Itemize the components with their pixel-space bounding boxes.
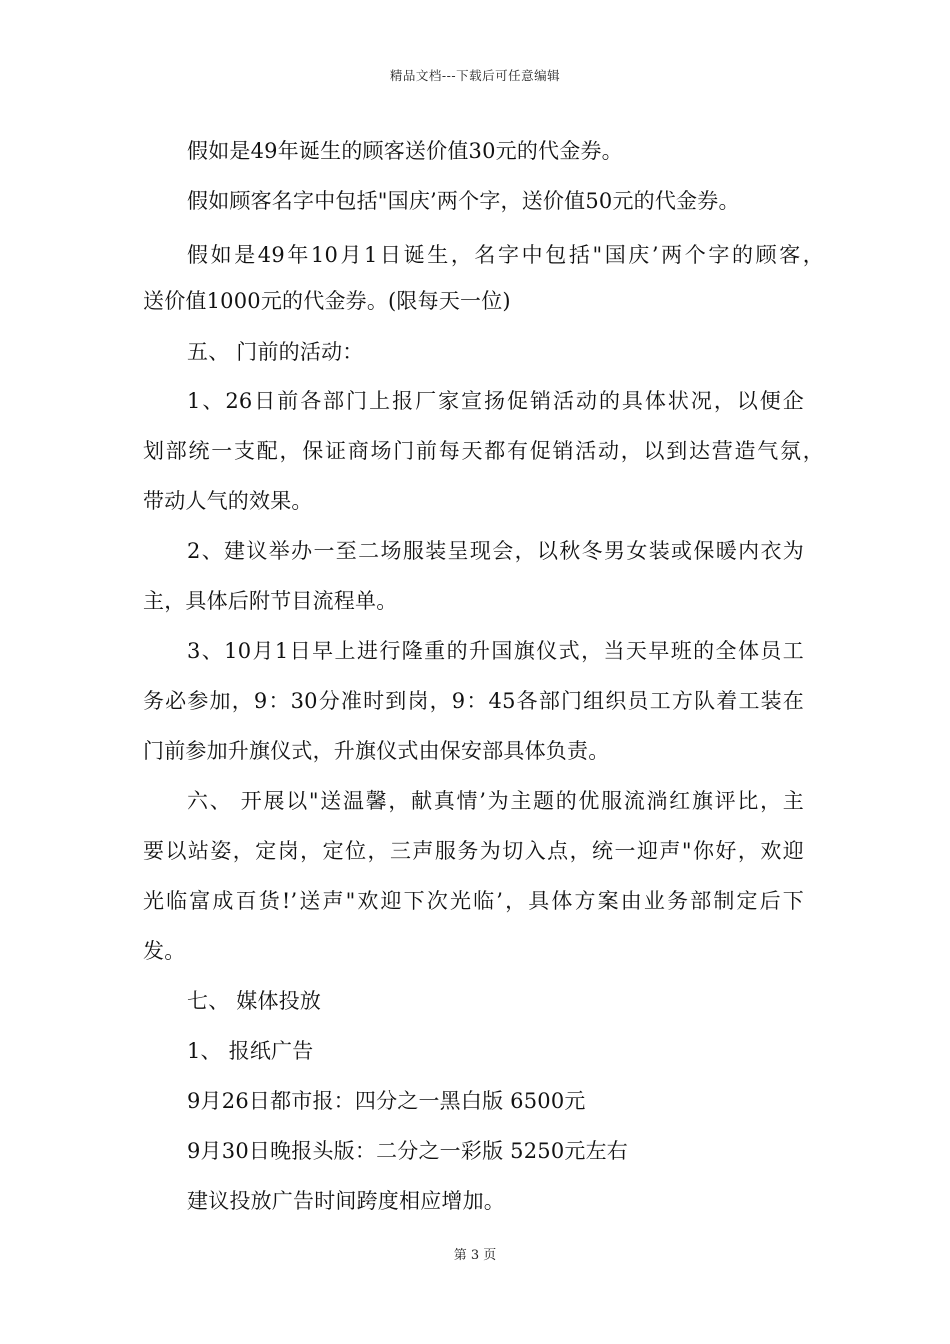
paragraph-line: 3、10月1日早上进行隆重的升国旗仪式，当天早班的全体员工 xyxy=(187,639,804,663)
paragraph-line: 带动人气的效果。 xyxy=(143,489,313,513)
paragraph-line: 六、 开展以"送温馨，献真情’为主题的优服流淌红旗评比，主 xyxy=(187,789,804,813)
paragraph-line: 要以站姿，定岗，定位，三声服务为切入点，统一迎声"你好，欢迎 xyxy=(143,839,804,863)
paragraph-line: 务必参加，9：30分准时到岗，9：45各部门组织员工方队着工装在 xyxy=(143,689,804,713)
page-number: 第 3 页 xyxy=(453,1248,497,1263)
paragraph-line: 发。 xyxy=(143,939,186,963)
paragraph-line: 划部统一支配，保证商场门前每天都有促销活动，以到达营造气氛， xyxy=(143,439,824,463)
section-heading: 七、 媒体投放 xyxy=(187,989,322,1013)
paragraph-line: 门前参加升旗仪式，升旗仪式由保安部具体负责。 xyxy=(143,739,610,763)
section-heading: 五、 门前的活动： xyxy=(187,340,364,364)
paragraph-line: 9月26日都市报：四分之一黑白版 6500元 xyxy=(187,1089,586,1113)
paragraph-line: 9月30日晚报头版：二分之一彩版 5250元左右 xyxy=(187,1139,628,1163)
paragraph-line: 送价值1000元的代金券。(限每天一位) xyxy=(143,289,511,313)
paragraph-line: 1、26日前各部门上报厂家宣扬促销活动的具体状况，以便企 xyxy=(187,389,804,413)
paragraph-line: 主，具体后附节目流程单。 xyxy=(143,589,398,613)
paragraph-line: 假如是49年10月1日诞生，名字中包括"国庆’两个字的顾客， xyxy=(187,243,824,267)
paragraph-line: 2、建议举办一至二场服装呈现会，以秋冬男女装或保暖内衣为 xyxy=(187,539,804,563)
paragraph-line: 假如顾客名字中包括"国庆’两个字，送价值50元的代金券。 xyxy=(187,189,740,213)
page-header: 精品文档---下载后可任意编辑 xyxy=(389,68,561,83)
paragraph-line: 建议投放广告时间跨度相应增加。 xyxy=(187,1189,505,1213)
subsection-heading: 1、 报纸广告 xyxy=(187,1039,314,1063)
paragraph-line: 光临富成百货!’送声"欢迎下次光临’，具体方案由业务部制定后下 xyxy=(143,889,804,913)
paragraph-line: 假如是49年诞生的顾客送价值30元的代金券。 xyxy=(187,139,623,163)
